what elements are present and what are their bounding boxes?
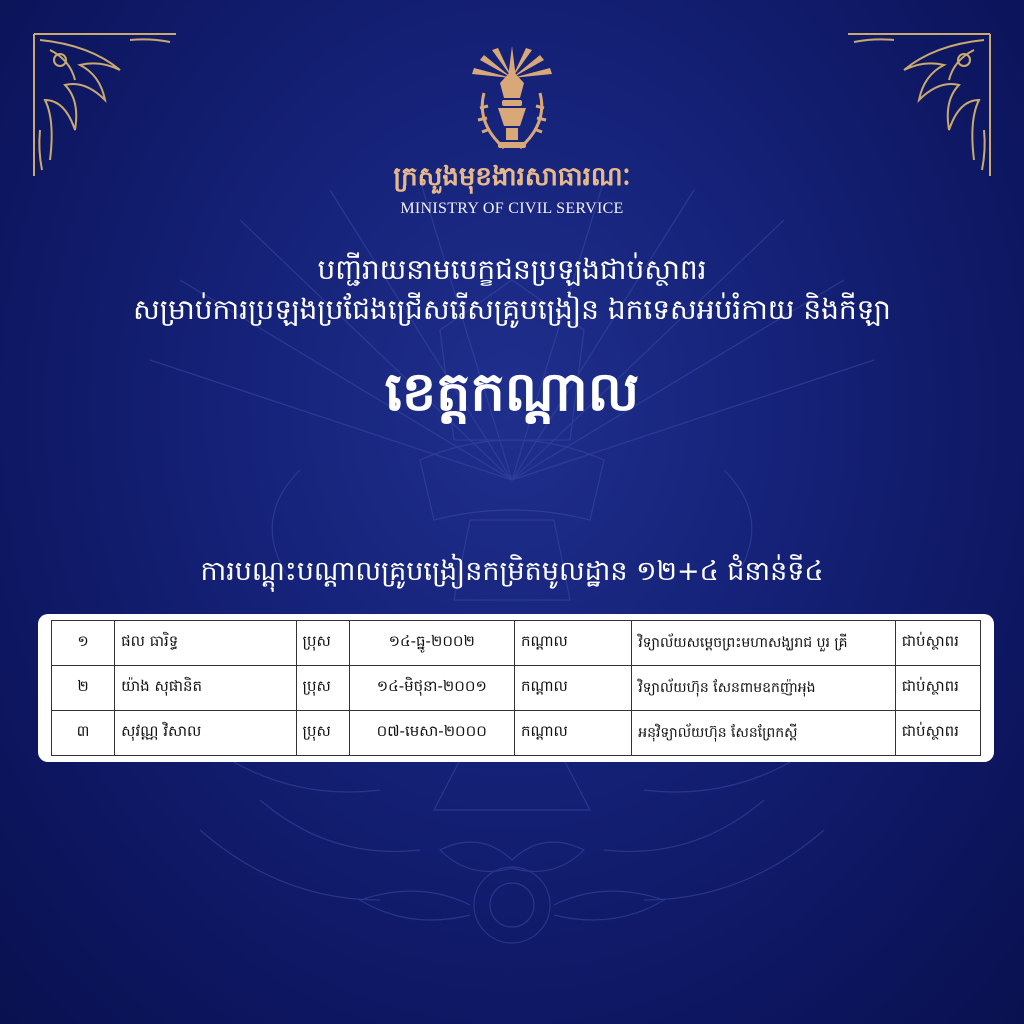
cell-province: កណ្តាល <box>514 711 631 756</box>
list-title: បញ្ជីរាយនាមបេក្ខជនប្រឡងជាប់ស្ថាពរ <box>317 253 707 286</box>
corner-ornament-left <box>30 30 180 180</box>
cell-date-of-birth: ១៤-មិថុនា-២០០១ <box>349 666 514 711</box>
cell-date-of-birth: ១៤-ធ្នូ-២០០២ <box>349 621 514 666</box>
cell-result: ជាប់ស្ថាពរ <box>895 666 980 711</box>
cell-gender: ប្រុស <box>296 621 349 666</box>
corner-ornament-right <box>844 30 994 180</box>
cell-school: អនុវិទ្យាល័យហ៊ុន សែនព្រែកស្តី <box>632 711 896 756</box>
cell-gender: ប្រុស <box>296 666 349 711</box>
ministry-name-english: MINISTRY OF CIVIL SERVICE <box>400 200 624 217</box>
cell-name: សុវណ្ណ វិសាល <box>115 711 296 756</box>
ministry-emblem-icon <box>462 38 562 163</box>
cell-school: វិទ្យាល័យសម្តេចព្រះមហាសង្ឃរាជ បួរ គ្រី <box>632 621 896 666</box>
cell-result: ជាប់ស្ថាពរ <box>895 621 980 666</box>
cell-date-of-birth: ០៧-មេសា-២០០០ <box>349 711 514 756</box>
table-row <box>52 666 981 711</box>
cell-province: កណ្តាល <box>514 666 631 711</box>
table-row <box>52 711 981 756</box>
cell-province: កណ្តាល <box>514 621 631 666</box>
ministry-name-khmer: ក្រសួងមុខងារសាធារណៈ <box>393 162 631 192</box>
cell-school: វិទ្យាល័យហ៊ុន សែនពាមឧកញ៉ាអុង <box>632 666 896 711</box>
cell-name: ផល ធារិទ្ធ <box>115 621 296 666</box>
training-subheading: ការបណ្តុះបណ្តាលគ្រូបង្រៀនកម្រិតមូលដ្ឋាន ១២+៤ ជំនាន់ទី៤ <box>200 556 824 587</box>
cell-number: ១ <box>52 621 115 666</box>
cell-number: ៣ <box>52 711 115 756</box>
cell-name: យ៉ាង សុផានិត <box>115 666 296 711</box>
cell-gender: ប្រុស <box>296 711 349 756</box>
results-table <box>51 620 981 756</box>
cell-number: ២ <box>52 666 115 711</box>
province-heading: ខេត្តកណ្តាល <box>384 360 640 423</box>
cell-result: ជាប់ស្ថាពរ <box>895 711 980 756</box>
results-table-card <box>38 614 994 762</box>
table-row <box>52 621 981 666</box>
exam-title: សម្រាប់ការប្រឡងប្រជែងជ្រើសរើសគ្រូបង្រៀន ឯកទេសអប់រំកាយ និងកីឡា <box>133 293 891 326</box>
